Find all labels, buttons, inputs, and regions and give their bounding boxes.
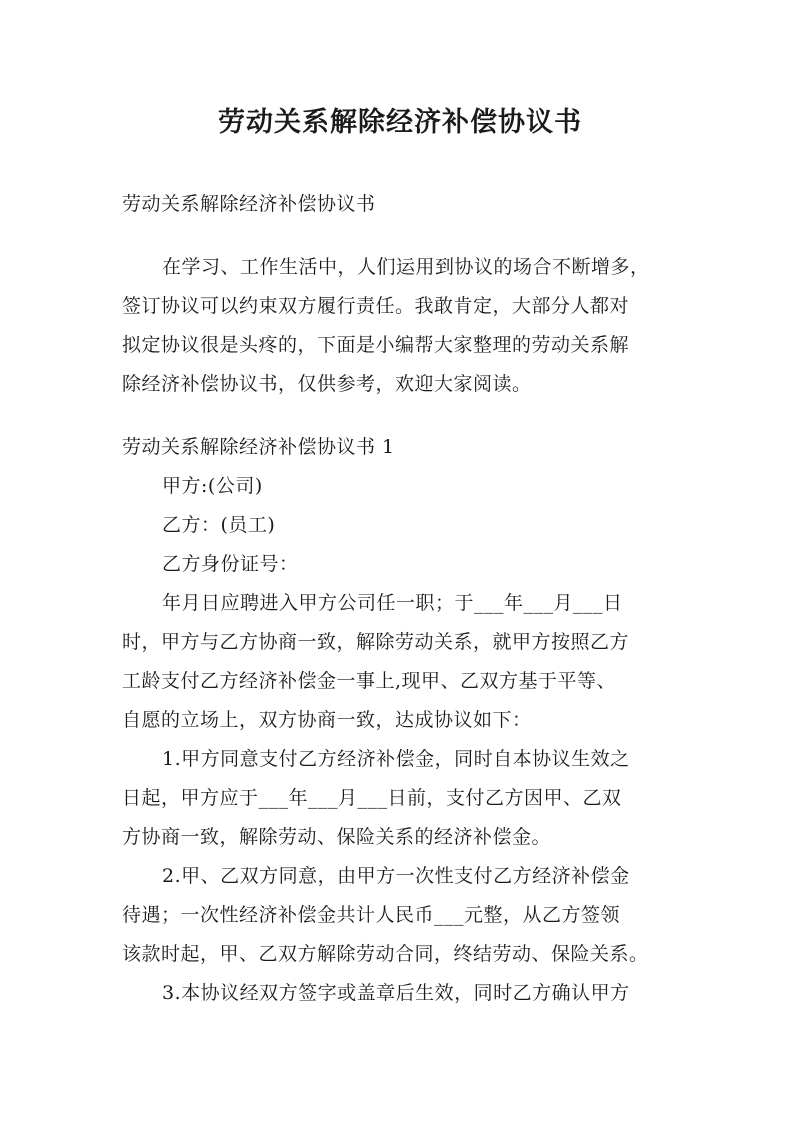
section-heading: 劳动关系解除经济补偿协议书 1 [122,436,395,458]
clause2-line-3: 该款时起，甲、乙双方解除劳动合同，终结劳动、保险关系。 [122,943,649,965]
intro-line-1: 在学习、工作生活中，人们运用到协议的场合不断增多， [162,256,650,278]
intro-line-3: 拟定协议很是头疼的，下面是小编帮大家整理的劳动关系解 [122,334,630,356]
clause1-line-3: 方协商一致，解除劳动、保险关系的经济补偿金。 [122,826,552,848]
clause1-line-1: 1.甲方同意支付乙方经济补偿金，同时自本协议生效之 [162,748,630,770]
clause1-line-2: 日起，甲方应于___年___月___日前，支付乙方因甲、乙双 [122,787,622,809]
para1-line-1: 年月日应聘进入甲方公司任一职；于___年___月___日 [162,592,623,614]
para1-line-2: 时，甲方与乙方协商一致，解除劳动关系，就甲方按照乙方 [122,631,630,653]
clause2-line-1: 2.甲、乙双方同意，由甲方一次性支付乙方经济补偿金 [162,865,630,887]
intro-line-4: 除经济补偿协议书，仅供参考，欢迎大家阅读。 [122,373,532,395]
party-b-id: 乙方身份证号： [162,553,299,575]
intro-line-2: 签订协议可以约束双方履行责任。我敢肯定，大部分人都对 [122,295,630,317]
document-body [122,185,684,1013]
clause2-line-2: 待遇；一次性经济补偿金共计人民币___元整，从乙方签领 [122,904,621,926]
party-b: 乙方：(员工) [162,514,276,536]
party-a: 甲方:(公司) [162,475,263,497]
para1-line-4: 自愿的立场上，双方协商一致，达成协议如下： [122,709,532,731]
document-title: 劳动关系解除经济补偿协议书 [218,107,582,138]
clause3-line-1: 3.本协议经双方签字或盖章后生效，同时乙方确认甲方 [162,982,630,1004]
document-subtitle: 劳动关系解除经济补偿协议书 [122,193,376,215]
para1-line-3: 工龄支付乙方经济补偿金一事上,现甲、乙双方基于平等、 [122,670,617,692]
